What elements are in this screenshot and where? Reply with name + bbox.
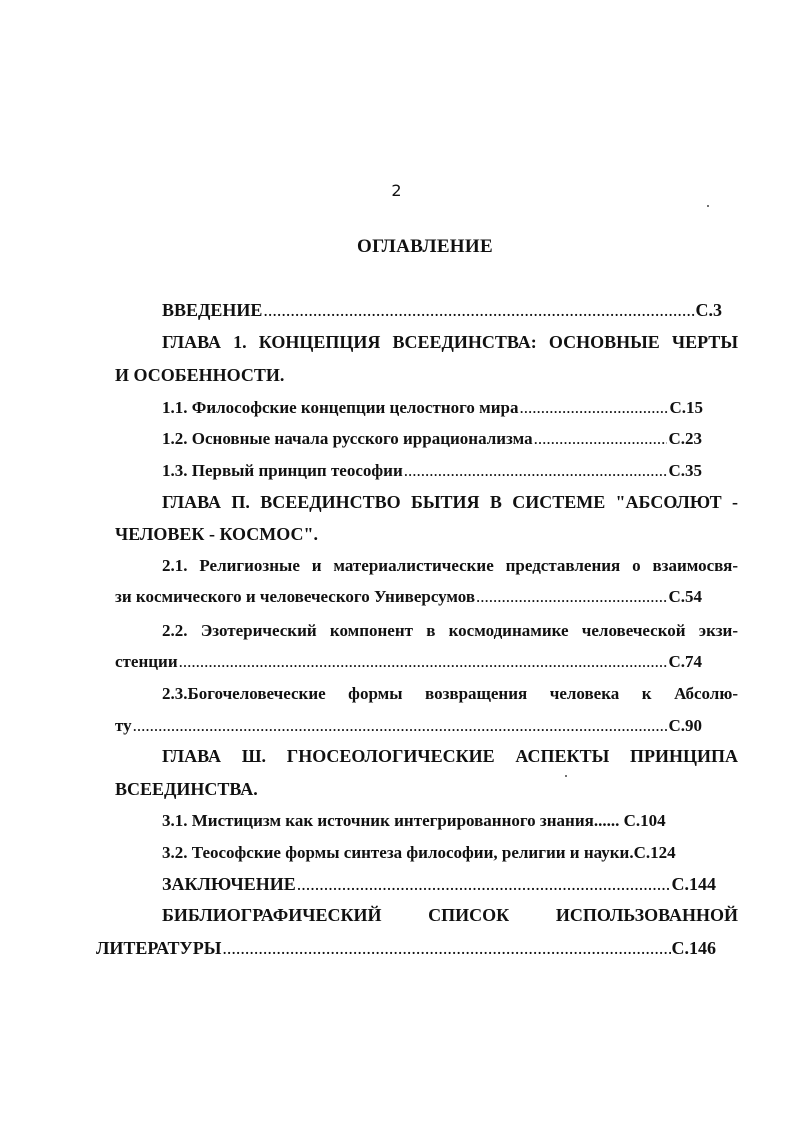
toc-chapter-2-line-2: ЧЕЛОВЕК - КОСМОС". <box>115 524 318 544</box>
toc-entry-page: С.74 <box>668 652 702 671</box>
toc-entry-2-3-line-1: 2.3.Богочеловеческие формы возвращения человека к Абсолю- <box>162 684 738 703</box>
leader-dots <box>133 715 668 737</box>
toc-entry-page: С.144 <box>671 874 716 894</box>
toc-entry-2-1-line-2 <box>115 586 702 608</box>
toc-entry-2-1-line-1: 2.1. Религиозные и материалистические представления о взаимосвя- <box>162 556 738 575</box>
toc-entry-3-2: 3.2. Теософские формы синтеза философии, религии и науки.С.124 <box>162 843 676 862</box>
leader-dots <box>297 873 671 895</box>
leader-dots <box>534 428 668 450</box>
toc-chapter-1-line-1: ГЛАВА 1. КОНЦЕПЦИЯ ВСЕЕДИНСТВА: ОСНОВНЫЕ ЧЕРТЫ <box>162 332 738 352</box>
toc-entry-text: стенции <box>115 652 178 671</box>
toc-entry-page: С.90 <box>668 716 702 735</box>
toc-entry-3-1: 3.1. Мистицизм как источник интегрированного знания...... С.104 <box>162 811 666 830</box>
leader-dots <box>263 299 694 321</box>
toc-entry-1-2 <box>162 428 702 450</box>
leader-dots <box>476 586 667 608</box>
toc-entry-text: ЛИТЕРАТУРЫ <box>96 938 222 958</box>
toc-title: ОГЛАВЛЕНИЕ <box>357 236 493 257</box>
toc-entry-text: 1.2. Основные начала русского иррационализма <box>162 429 533 448</box>
scan-speck <box>707 205 709 207</box>
toc-chapter-1-line-2: И ОСОБЕННОСТИ. <box>115 365 285 385</box>
toc-chapter-3-line-1: ГЛАВА Ш. ГНОСЕОЛОГИЧЕСКИЕ АСПЕКТЫ ПРИНЦИПА <box>162 746 738 766</box>
toc-bibliography-line-2 <box>96 937 716 959</box>
toc-entry-page: С.35 <box>668 461 702 480</box>
scan-speck <box>565 775 567 777</box>
toc-entry-1-3 <box>162 460 702 482</box>
toc-entry-text: 1.1. Философские концепции целостного мира <box>162 398 519 417</box>
toc-entry-text: ЗАКЛЮЧЕНИЕ <box>162 874 296 894</box>
toc-entry-text: ВВЕДЕНИЕ <box>162 300 263 320</box>
leader-dots <box>404 460 668 482</box>
toc-chapter-3-line-2: ВСЕЕДИНСТВА. <box>115 779 258 799</box>
toc-entry-intro <box>162 299 722 321</box>
leader-dots <box>520 397 669 419</box>
toc-chapter-2-line-1: ГЛАВА П. ВСЕЕДИНСТВО БЫТИЯ В СИСТЕМЕ "АБСОЛЮТ - <box>162 492 738 512</box>
toc-entry-2-3-line-2 <box>115 715 702 737</box>
toc-entry-text: ту <box>115 716 132 735</box>
leader-dots <box>222 937 670 959</box>
toc-entry-conclusion <box>162 873 716 895</box>
page-number: 2 <box>391 181 402 200</box>
toc-entry-page: С.3 <box>695 300 722 320</box>
toc-entry-page: С.54 <box>668 587 702 606</box>
leader-dots <box>179 651 668 673</box>
toc-entry-page: С.23 <box>668 429 702 448</box>
toc-bibliography-line-1: БИБЛИОГРАФИЧЕСКИЙ СПИСОК ИСПОЛЬЗОВАННОЙ <box>162 905 738 925</box>
toc-entry-2-2-line-1: 2.2. Эзотерический компонент в космодинамике человеческой экзи- <box>162 621 738 640</box>
toc-entry-1-1 <box>162 397 703 419</box>
toc-entry-page: С.15 <box>669 398 703 417</box>
toc-entry-text: 1.3. Первый принцип теософии <box>162 461 403 480</box>
toc-entry-2-2-line-2 <box>115 651 702 673</box>
toc-entry-text: зи космического и человеческого Универсумов <box>115 587 476 606</box>
toc-entry-page: С.146 <box>671 938 716 958</box>
